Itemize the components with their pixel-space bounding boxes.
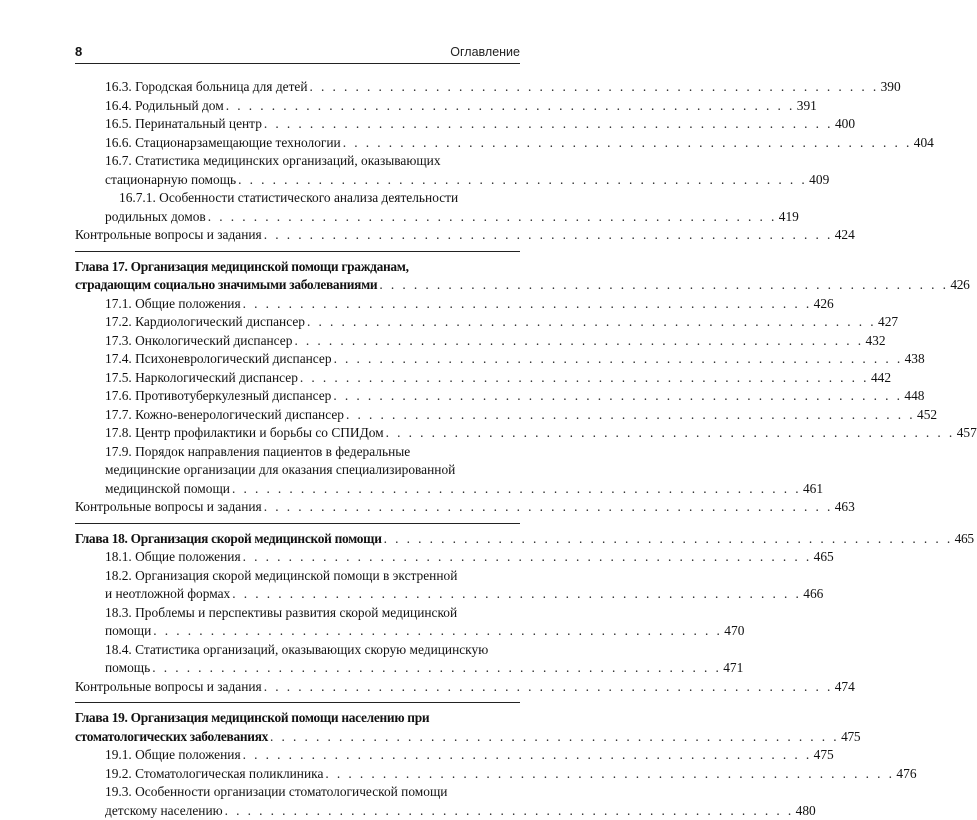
toc-entry[interactable]: Контрольные вопросы и задания . . . . . . . . . . . . . . . . . . . . . . . . . . . . . . . . . . . . . . . . . . . . . . . . . . 463 xyxy=(75,498,520,517)
toc-page-number: 470 xyxy=(724,622,744,641)
toc-page-number: 424 xyxy=(835,226,855,245)
toc-page-number: 480 xyxy=(796,802,816,820)
toc-page-number: 461 xyxy=(803,480,823,499)
toc-entry[interactable]: 18.1. Общие положения . . . . . . . . . . . . . . . . . . . . . . . . . . . . . . . . . . . . . . . . . . . . . . . . . . 465 xyxy=(75,548,520,567)
toc-page-number: 426 xyxy=(950,276,969,295)
toc-entry[interactable]: 17.7. Кожно-венерологический диспансер . . . . . . . . . . . . . . . . . . . . . . . . . . . . . . . . . . . . . . . . . . . . . . . . . . 452 xyxy=(75,406,520,425)
toc-chapter-17 xyxy=(75,251,520,517)
toc-entry[interactable]: 17.6. Противотуберкулезный диспансер . . . . . . . . . . . . . . . . . . . . . . . . . . . . . . . . . . . . . . . . . . . . . . . . . . 448 xyxy=(75,387,520,406)
toc-entry[interactable]: 17.8. Центр профилактики и борьбы со СПИДом . . . . . . . . . . . . . . . . . . . . . . . . . . . . . . . . . . . . . . . . . . . . . . . . . . 457 xyxy=(75,424,520,443)
toc-page-number: 438 xyxy=(905,350,925,369)
toc-entry[interactable]: 17.1. Общие положения . . . . . . . . . . . . . . . . . . . . . . . . . . . . . . . . . . . . . . . . . . . . . . . . . . 426 xyxy=(75,295,520,314)
chapter-title-line1[interactable]: Глава 19. Организация медицинской помощи населению при xyxy=(75,709,520,728)
toc-entry[interactable]: 16.3. Городская больница для детей . . . . . . . . . . . . . . . . . . . . . . . . . . . . . . . . . . . . . . . . . . . . . . . . . . 390 xyxy=(75,78,520,97)
toc-entry-line2[interactable]: и неотложной формах . . . . . . . . . . . . . . . . . . . . . . . . . . . . . . . . . . . . . . . . . . . . . . . . . . 466 xyxy=(75,585,520,604)
toc-entry-line1[interactable]: 18.2. Организация скорой медицинской помощи в экстренной xyxy=(75,567,520,586)
toc-entry[interactable]: 16.4. Родильный дом . . . . . . . . . . . . . . . . . . . . . . . . . . . . . . . . . . . . . . . . . . . . . . . . . . 391 xyxy=(75,97,520,116)
running-title: Оглавление xyxy=(450,45,520,59)
page-number: 8 xyxy=(75,44,82,59)
chapter-title-line2[interactable]: стоматологических заболеваниях . . . . . . . . . . . . . . . . . . . . . . . . . . . . . . . . . . . . . . . . . . . . . . . . . . 475 xyxy=(75,728,520,747)
toc-entry-line2[interactable]: детскому населению . . . . . . . . . . . . . . . . . . . . . . . . . . . . . . . . . . . . . . . . . . . . . . . . . . 480 xyxy=(75,802,520,820)
toc-entry[interactable]: 17.5. Наркологический диспансер . . . . . . . . . . . . . . . . . . . . . . . . . . . . . . . . . . . . . . . . . . . . . . . . . . 442 xyxy=(75,369,520,388)
toc-entry-line2[interactable]: родильных домов . . . . . . . . . . . . . . . . . . . . . . . . . . . . . . . . . . . . . . . . . . . . . . . . . . 419 xyxy=(75,208,520,227)
toc-entry-line2[interactable]: медицинские организации для оказания специализированной xyxy=(75,461,520,480)
toc-page-number: 400 xyxy=(835,115,855,134)
toc-entry-line1[interactable]: 18.3. Проблемы и перспективы развития скорой медицинской xyxy=(75,604,520,623)
toc-page-number: 471 xyxy=(723,659,743,678)
toc-chapter-16 xyxy=(75,72,520,245)
toc-entry[interactable]: 17.2. Кардиологический диспансер . . . . . . . . . . . . . . . . . . . . . . . . . . . . . . . . . . . . . . . . . . . . . . . . . . 427 xyxy=(75,313,520,332)
toc-entry[interactable]: 17.4. Психоневрологический диспансер . . . . . . . . . . . . . . . . . . . . . . . . . . . . . . . . . . . . . . . . . . . . . . . . . . 438 xyxy=(75,350,520,369)
toc-chapter-19 xyxy=(75,702,520,820)
toc-page-number: 463 xyxy=(835,498,855,517)
toc-page-number: 432 xyxy=(865,332,885,351)
chapter-title[interactable]: Глава 18. Организация скорой медицинской помощи . . . . . . . . . . . . . . . . . . . . . . . . . . . . . . . . . . . . . . . . . . . . . . . . . . 465 xyxy=(75,530,520,549)
toc-chapter-18 xyxy=(75,523,520,697)
header-rule xyxy=(75,63,520,64)
toc-entry[interactable]: 16.6. Стационарзамещающие технологии . . . . . . . . . . . . . . . . . . . . . . . . . . . . . . . . . . . . . . . . . . . . . . . . . . 404 xyxy=(75,134,520,153)
toc-entry-line3[interactable]: медицинской помощи . . . . . . . . . . . . . . . . . . . . . . . . . . . . . . . . . . . . . . . . . . . . . . . . . . 461 xyxy=(75,480,520,499)
toc-page-number: 404 xyxy=(914,134,934,153)
toc-entry-line1[interactable]: 18.4. Статистика организаций, оказывающих скорую медицинскую xyxy=(75,641,520,660)
chapter-title-line1[interactable]: Глава 17. Организация медицинской помощи гражданам, xyxy=(75,258,520,277)
toc-page-number: 465 xyxy=(814,548,834,567)
toc-page-number: 426 xyxy=(814,295,834,314)
toc-entry-line1[interactable]: 19.3. Особенности организации стоматологической помощи xyxy=(75,783,520,802)
toc-entry-line2[interactable]: стационарную помощь . . . . . . . . . . . . . . . . . . . . . . . . . . . . . . . . . . . . . . . . . . . . . . . . . . 409 xyxy=(75,171,520,190)
toc-page-number: 448 xyxy=(904,387,924,406)
toc-entry-line1[interactable]: 16.7.1. Особенности статистического анализа деятельности xyxy=(75,189,520,208)
toc-entry-line2[interactable]: помощь . . . . . . . . . . . . . . . . . . . . . . . . . . . . . . . . . . . . . . . . . . . . . . . . . . 471 xyxy=(75,659,520,678)
toc-page-number: 474 xyxy=(835,678,855,697)
toc-entry-line1[interactable]: 17.9. Порядок направления пациентов в федеральные xyxy=(75,443,520,462)
toc-entry[interactable]: Контрольные вопросы и задания . . . . . . . . . . . . . . . . . . . . . . . . . . . . . . . . . . . . . . . . . . . . . . . . . . 474 xyxy=(75,678,520,697)
toc-entry-line1[interactable]: 16.7. Статистика медицинских организаций, оказывающих xyxy=(75,152,520,171)
toc-page-number: 476 xyxy=(896,765,916,784)
toc-page-number: 475 xyxy=(841,728,860,747)
toc-entry[interactable]: 19.2. Стоматологическая поликлиника . . . . . . . . . . . . . . . . . . . . . . . . . . . . . . . . . . . . . . . . . . . . . . . . . . 476 xyxy=(75,765,520,784)
toc-page-number: 475 xyxy=(814,746,834,765)
toc-entry[interactable]: 19.1. Общие положения . . . . . . . . . . . . . . . . . . . . . . . . . . . . . . . . . . . . . . . . . . . . . . . . . . 475 xyxy=(75,746,520,765)
page-header xyxy=(75,44,520,62)
toc-page-number: 457 xyxy=(957,424,977,443)
toc-entry[interactable]: 17.3. Онкологический диспансер . . . . . . . . . . . . . . . . . . . . . . . . . . . . . . . . . . . . . . . . . . . . . . . . . . 432 xyxy=(75,332,520,351)
toc-entry[interactable]: 16.5. Перинатальный центр . . . . . . . . . . . . . . . . . . . . . . . . . . . . . . . . . . . . . . . . . . . . . . . . . . 400 xyxy=(75,115,520,134)
toc-page-number: 466 xyxy=(803,585,823,604)
toc-page-number: 465 xyxy=(955,530,974,549)
toc-entry[interactable]: Контрольные вопросы и задания . . . . . . . . . . . . . . . . . . . . . . . . . . . . . . . . . . . . . . . . . . . . . . . . . . 424 xyxy=(75,226,520,245)
toc-page-number: 427 xyxy=(878,313,898,332)
toc-page-number: 419 xyxy=(779,208,799,227)
toc-page-number: 391 xyxy=(797,97,817,116)
table-of-contents xyxy=(75,66,520,820)
chapter-title-line2[interactable]: страдающим социально значимыми заболеваниями . . . . . . . . . . . . . . . . . . . . . . . . . . . . . . . . . . . . . . . . . . . . . . . . . . 426 xyxy=(75,276,520,295)
toc-page-number: 390 xyxy=(881,78,901,97)
toc-page-number: 442 xyxy=(871,369,891,388)
toc-page-number: 409 xyxy=(809,171,829,190)
toc-page-number: 452 xyxy=(917,406,937,425)
toc-entry-line2[interactable]: помощи . . . . . . . . . . . . . . . . . . . . . . . . . . . . . . . . . . . . . . . . . . . . . . . . . . 470 xyxy=(75,622,520,641)
